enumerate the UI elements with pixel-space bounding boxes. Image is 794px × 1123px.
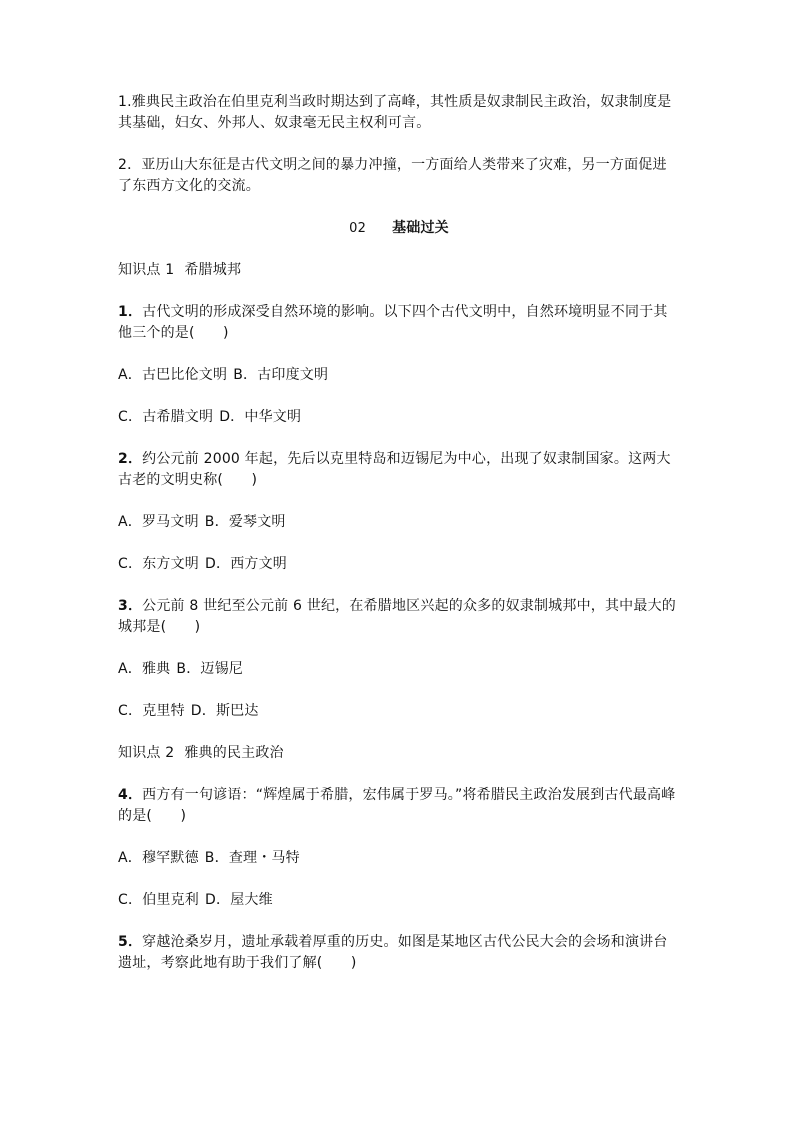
option-text: 斯巴达 — [215, 703, 259, 719]
question-text: 穿越沧桑岁月，遗址承载着厚重的历史。如图是某地区古代公民大会的会场和演讲台遗址，考察此地有助于我们了解( ) — [118, 934, 668, 971]
section-heading — [118, 218, 680, 239]
option-key: B． — [176, 661, 201, 677]
option-text: 古印度文明 — [257, 367, 329, 383]
option-text: 东方文明 — [142, 556, 199, 572]
option-row — [118, 407, 680, 428]
option-key: A． — [118, 514, 142, 530]
option-text: 西方文明 — [230, 556, 287, 572]
question-3 — [118, 596, 680, 638]
question-number: 2． — [118, 451, 143, 467]
option-row — [118, 701, 680, 722]
question-2 — [118, 449, 680, 491]
option-key: B． — [204, 514, 229, 530]
question-text: 约公元前 2000 年起，先后以克里特岛和迈锡尼为中心，出现了奴隶制国家。这两大古老的文明史称( ) — [118, 451, 671, 488]
option-text: 罗马文明 — [141, 514, 199, 530]
knowledge-point-heading — [118, 260, 680, 281]
knowledge-point-label: 知识点 2 — [118, 745, 175, 761]
summary-number: 1. — [118, 94, 132, 110]
option-row — [118, 365, 680, 386]
option-key: A． — [118, 661, 142, 677]
option-text: 查理・马特 — [228, 850, 300, 866]
question-text: 古代文明的形成深受自然环境的影响。以下四个古代文明中，自然环境明显不同于其他三个的是( ) — [118, 304, 668, 341]
question-text: 西方有一句谚语：“辉煌属于希腊，宏伟属于罗马。”将希腊民主政治发展到古代最高峰的是( ) — [118, 787, 676, 824]
section-number: 02 — [349, 221, 367, 236]
question-number: 1． — [118, 304, 143, 320]
option-text: 雅典 — [141, 661, 171, 677]
option-text: 屋大维 — [230, 892, 273, 908]
question-text: 公元前 8 世纪至公元前 6 世纪，在希腊地区兴起的众多的奴隶制城邦中，其中最大的城邦是( ) — [118, 598, 676, 635]
option-text: 穆罕默德 — [141, 850, 199, 866]
option-row — [118, 659, 680, 680]
option-key: B． — [204, 850, 229, 866]
option-key: A． — [118, 850, 142, 866]
option-key: C． — [118, 556, 143, 572]
option-row — [118, 848, 680, 869]
option-row — [118, 890, 680, 911]
option-text: 古希腊文明 — [142, 409, 214, 425]
option-text: 克里特 — [142, 703, 185, 719]
option-key: C． — [118, 409, 143, 425]
option-text: 伯里克利 — [142, 892, 199, 908]
knowledge-point-title: 希腊城邦 — [184, 262, 242, 278]
document-page — [118, 92, 680, 995]
question-number: 3． — [118, 598, 143, 614]
option-text: 古巴比伦文明 — [141, 367, 228, 383]
option-key: D． — [219, 409, 245, 425]
summary-point-1 — [118, 92, 680, 134]
knowledge-point-label: 知识点 1 — [118, 262, 175, 278]
knowledge-point-heading — [118, 743, 680, 764]
question-number: 5． — [118, 934, 143, 950]
option-key: A． — [118, 367, 142, 383]
option-text: 爱琴文明 — [228, 514, 286, 530]
question-4 — [118, 785, 680, 827]
question-1 — [118, 302, 680, 344]
option-row — [118, 512, 680, 533]
question-5 — [118, 932, 680, 974]
summary-point-2 — [118, 155, 680, 197]
question-number: 4． — [118, 787, 143, 803]
section-title: 基础过关 — [392, 220, 449, 236]
option-key: D． — [205, 556, 231, 572]
knowledge-point-title: 雅典的民主政治 — [184, 745, 284, 761]
summary-text: 亚历山大东征是古代文明之间的暴力冲撞，一方面给人类带来了灾难，另一方面促进了东西方文化的交流。 — [118, 157, 667, 194]
summary-text: 雅典民主政治在伯里克利当政时期达到了高峰，其性质是奴隶制民主政治，奴隶制度是其基础，妇女、外邦人、奴隶毫无民主权利可言。 — [118, 94, 672, 131]
option-key: C． — [118, 703, 143, 719]
option-key: D． — [190, 703, 216, 719]
option-row — [118, 554, 680, 575]
option-key: B． — [233, 367, 258, 383]
option-key: D． — [205, 892, 231, 908]
option-key: C． — [118, 892, 143, 908]
summary-number: 2． — [118, 157, 142, 173]
option-text: 中华文明 — [244, 409, 302, 425]
option-text: 迈锡尼 — [200, 661, 244, 677]
